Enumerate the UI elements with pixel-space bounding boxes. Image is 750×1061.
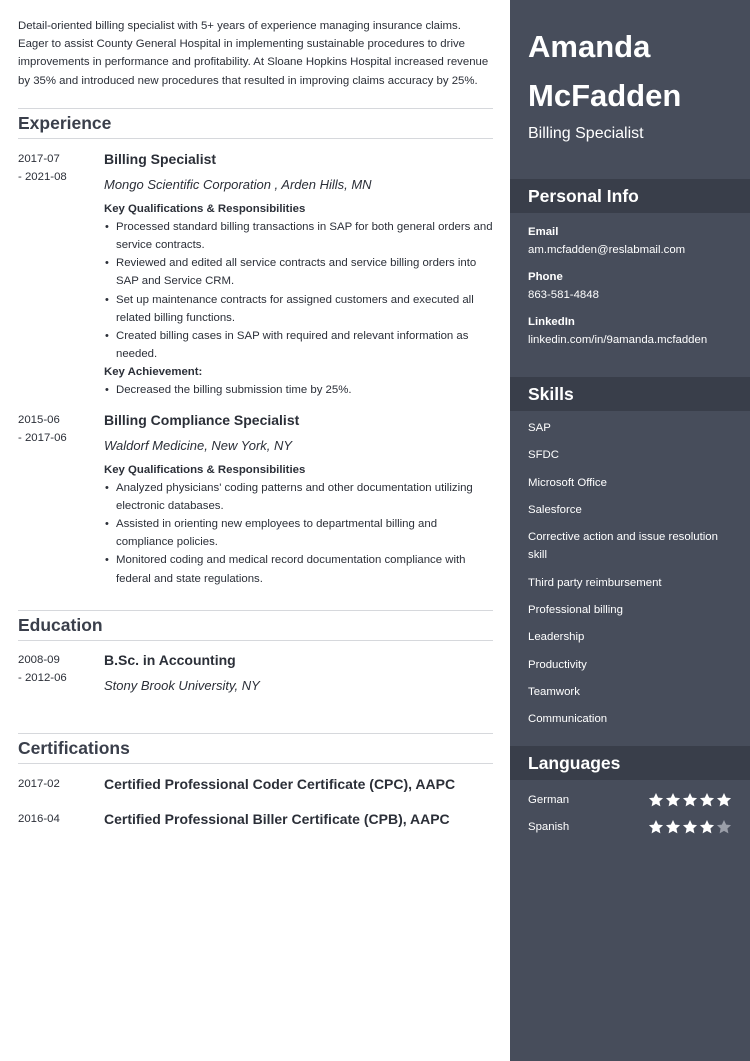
linkedin-value[interactable]: linkedin.com/in/9amanda.mcfadden: [528, 334, 708, 346]
skill-item: Third party reimbursement: [528, 576, 662, 589]
job-content: [104, 150, 493, 400]
linkedin-label: LinkedIn: [528, 316, 575, 328]
language-name: Spanish: [528, 821, 570, 834]
job-entry: [18, 150, 493, 400]
achievements-list: [104, 381, 493, 399]
language-name: German: [528, 794, 570, 807]
list-item: • Decreased the billing submission time by 25%.: [104, 381, 493, 399]
degree-title: B.Sc. in Accounting: [104, 651, 236, 668]
certification-date: 2016-04: [18, 812, 60, 825]
education-entry: [18, 651, 493, 695]
job-title: Billing Compliance Specialist: [104, 411, 300, 428]
main-column: [18, 0, 493, 828]
experience-heading: Experience: [18, 108, 493, 139]
candidate-name: [510, 0, 750, 120]
star-filled-icon: [648, 792, 664, 808]
skill-item: Productivity: [528, 658, 587, 671]
language-rating: [648, 819, 732, 835]
first-name: Amanda: [528, 29, 651, 64]
certification-entry: [18, 775, 493, 793]
languages-heading: Languages: [510, 746, 750, 780]
list-item: • Created billing cases in SAP with required and relevant information as needed.: [104, 327, 493, 363]
email-value[interactable]: am.mcfadden@reslabmail.com: [528, 244, 686, 256]
phone-block: [510, 268, 750, 304]
phone-value: 863-581-4848: [528, 289, 599, 301]
star-filled-icon: [665, 819, 681, 835]
email-block: [510, 223, 750, 259]
language-row: [510, 791, 750, 809]
job-dates: [18, 411, 104, 588]
job-dates: [18, 150, 104, 400]
job-end-date: - 2017-06: [18, 431, 67, 444]
certification-name: Certified Professional Coder Certificate (CPC), AAPC: [104, 775, 456, 792]
star-filled-icon: [665, 792, 681, 808]
skill-item: Communication: [528, 713, 608, 726]
certification-content: [104, 810, 493, 828]
certification-name: Certified Professional Biller Certificate (CPB), AAPC: [104, 810, 450, 827]
responsibilities-list: [104, 218, 493, 364]
education-heading: Education: [18, 610, 493, 641]
job-start-date: 2017-07: [18, 152, 60, 165]
skill-item: Salesforce: [528, 503, 582, 516]
skill-item: Professional billing: [528, 603, 623, 616]
job-company: Waldorf Medicine, New York, NY: [104, 437, 293, 453]
skill-item: Leadership: [528, 631, 585, 644]
job-start-date: 2015-06: [18, 413, 60, 426]
personal-info-heading: Personal Info: [510, 179, 750, 213]
qualifications-heading: Key Qualifications & Responsibilities: [104, 202, 306, 215]
job-entry: [18, 411, 493, 588]
star-filled-icon: [699, 792, 715, 808]
star-filled-icon: [648, 819, 664, 835]
linkedin-block: [510, 313, 750, 349]
skills-heading: Skills: [510, 377, 750, 411]
education-end-date: - 2012-06: [18, 671, 67, 684]
list-item: • Reviewed and edited all service contracts and service billing orders into SAP and Service CRM.: [104, 254, 493, 290]
job-content: [104, 411, 493, 588]
language-rating: [648, 792, 732, 808]
education-content: [104, 651, 493, 695]
job-title: Billing Specialist: [104, 150, 217, 167]
job-end-date: - 2021-08: [18, 170, 67, 183]
skills-list: [510, 419, 750, 728]
job-company: Mongo Scientific Corporation , Arden Hills, MN: [104, 176, 372, 192]
list-item: • Assisted in orienting new employees to departmental billing and compliance policies.: [104, 515, 493, 551]
skill-item: Teamwork: [528, 685, 580, 698]
star-filled-icon: [699, 819, 715, 835]
education-dates: [18, 651, 104, 695]
language-row: [510, 818, 750, 836]
list-item: • Analyzed physicians' coding patterns and other documentation utilizing electronic databases.: [104, 479, 493, 515]
certification-content: [104, 775, 493, 793]
skill-item: SFDC: [528, 449, 560, 462]
last-name: McFadden: [528, 78, 682, 113]
skill-item: Corrective action and issue resolution skill: [528, 531, 718, 562]
list-item: • Monitored coding and medical record documentation compliance with federal and state regulations.: [104, 551, 493, 587]
email-label: Email: [528, 226, 559, 238]
skill-item: SAP: [528, 422, 551, 434]
sidebar: [510, 0, 750, 1061]
job-role: Billing Specialist: [528, 125, 644, 142]
school-name: Stony Brook University, NY: [104, 677, 260, 693]
qualifications-heading: Key Qualifications & Responsibilities: [104, 463, 306, 476]
star-filled-icon: [682, 819, 698, 835]
skill-item: Microsoft Office: [528, 476, 607, 489]
list-item: • Set up maintenance contracts for assigned customers and executed all related billing functions.: [104, 291, 493, 327]
star-filled-icon: [716, 792, 732, 808]
certifications-heading: Certifications: [18, 733, 493, 764]
phone-label: Phone: [528, 271, 563, 283]
achievement-heading: Key Achievement:: [104, 366, 203, 379]
star-empty-icon: [716, 819, 732, 835]
education-start-date: 2008-09: [18, 653, 60, 666]
list-item: • Processed standard billing transactions in SAP for both general orders and service contracts.: [104, 218, 493, 254]
star-filled-icon: [682, 792, 698, 808]
certification-date: 2017-02: [18, 777, 60, 790]
certification-entry: [18, 810, 493, 828]
responsibilities-list: [104, 479, 493, 588]
profile-summary: Detail-oriented billing specialist with 5+ years of experience managing insurance claims. Eager to assist County General Hospital in implementing sustainable procedures to drive improvements in performance and profitability. At Sloane Hopkins Hospital increased revenue by 35% and introduced new procedures that resulted in improving claims accuracy by 25%.: [18, 20, 489, 87]
